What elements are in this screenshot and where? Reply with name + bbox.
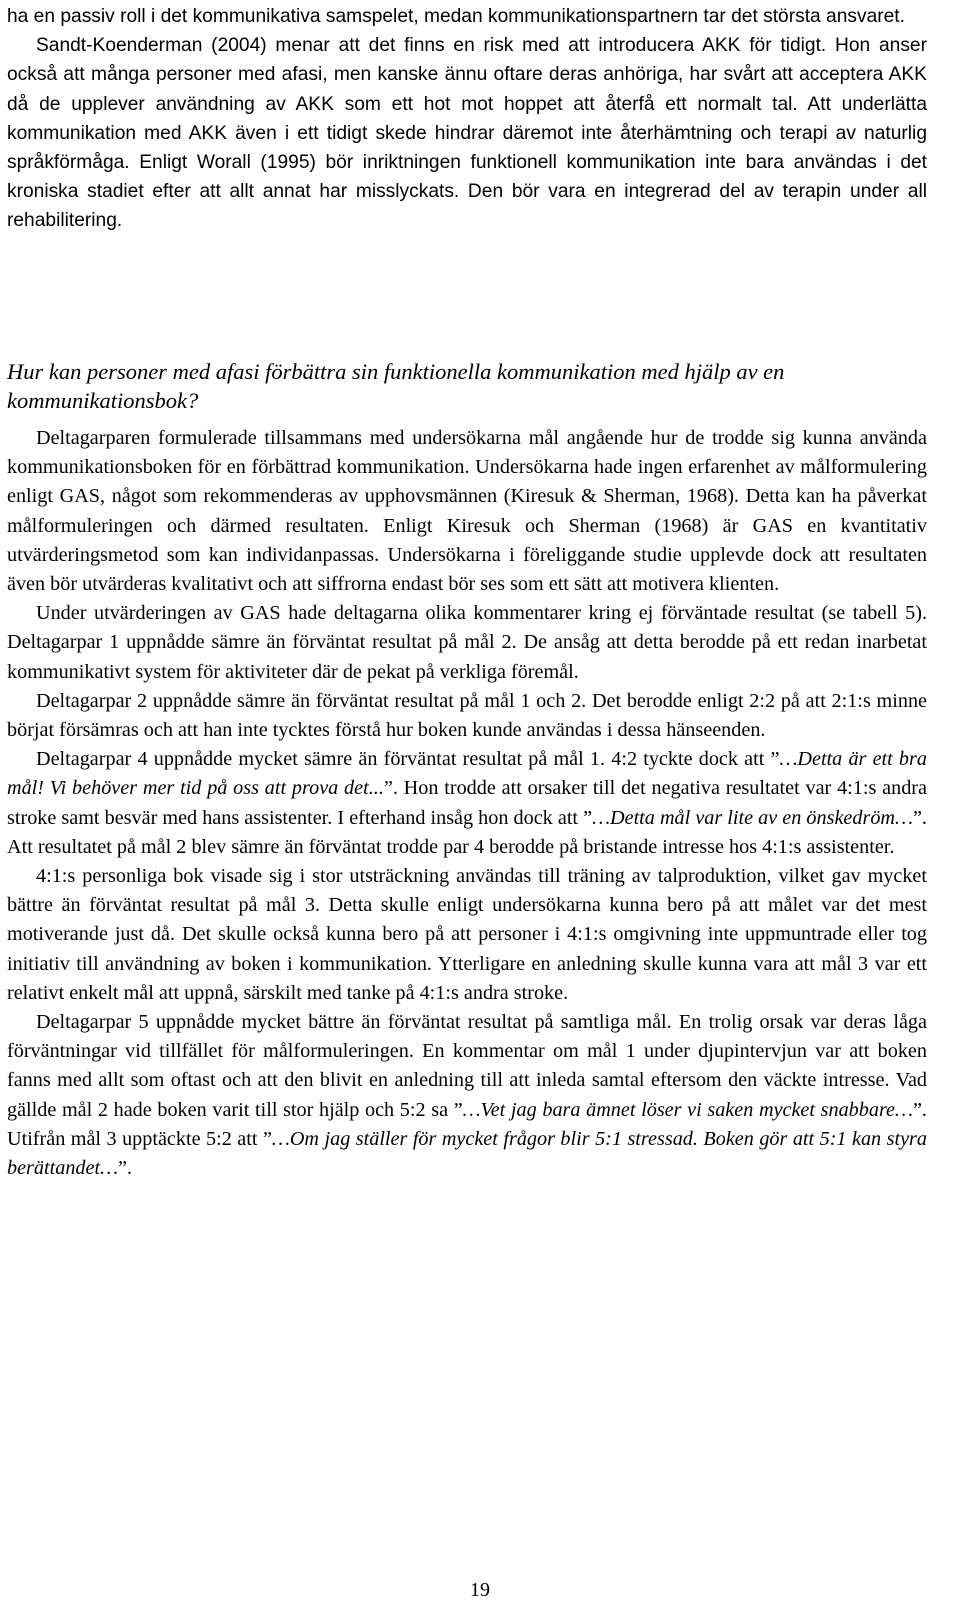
paragraph-6-text-b: ”. Utifrån mål 3 upptäckte 5:2 att ” — [7, 1098, 927, 1150]
sandt-sentence-1: Sandt-Koenderman (2004) menar att det finns en risk med att introducera AKK för tidigt. Hon anser också att många personer med afasi, men kanske ännu oftare deras anhöriga, har svårt att acceptera AKK då de upplever användning av AKK som ett hot mot hoppet att återfå ett normalt tal. — [7, 35, 927, 115]
paragraph-1: Deltagarparen formulerade tillsammans med undersökarna mål angående hur de trodde sig kunna använda kommunikationsboken för en förbättrad kommunikation. Undersökarna hade ingen erfarenhet av målformulering enligt GAS, något som rekommenderas av upphovsmännen (Kiresuk & Sherman, 1968). Detta kan ha påverkat målformuleringen och därmed resultaten. Enligt Kiresuk och Sherman (1968) är GAS en kvantitativ utvärderingsmetod som kan individanpassas. Undersökarna i föreliggande studie upplevde dock att resultaten även bör utvärderas kvalitativt och att siffrorna endast bör ses som ett sätt att motivera klienten. — [7, 427, 927, 596]
quote-4-2: …Detta mål var lite av en önskedröm… — [592, 806, 913, 829]
page-number: 19 — [470, 1579, 490, 1601]
section-heading: Hur kan personer med afasi förbättra sin funktionella kommunikation med hjälp av en kommunikationsbok? — [7, 359, 785, 413]
paragraph-6-text-c: ”. — [118, 1157, 133, 1180]
paragraph-3: Deltagarpar 2 uppnådde sämre än förväntat resultat på mål 1 och 2. Det berodde enligt 2:2 på att 2:1:s minne börjat försämras och att han inte tycktes förstå hur boken kunde användas i dessa hänseenden. — [7, 689, 927, 742]
paragraph-6-text-a: Deltagarpar 5 uppnådde mycket bättre än förväntat resultat på samtliga mål. En trolig orsak var deras låga förväntningar vid tillfället för målformuleringen. En kommentar om mål 1 under djupintervjun var att boken fanns med allt som oftast och att den blivit en anledning till att inleda samtal eftersom den väckte intresse. Vad gällde mål 2 hade boken varit till stor hjälp och 5:2 sa ” — [7, 1011, 927, 1121]
quote-6-2: …Om jag ställer för mycket frågor blir 5:1 stressad. Boken gör att 5:1 kan styra berättandet… — [7, 1127, 927, 1180]
paragraph-4-text-c: ”. Att resultatet på mål 2 blev sämre än förväntat trodde par 4 berodde på bristande intresse hos 4:1:s assistenter. — [7, 806, 927, 858]
paragraph-sandt-koenderman — [7, 31, 927, 235]
paragraph-5: 4:1:s personliga bok visade sig i stor utsträckning användas till träning av talproduktion, vilket gav mycket bättre än förväntat resultat på mål 3. Detta skulle enligt undersökarna kunna bero på att målet var det mest motiverande just då. Det skulle också kunna bero på att personer i 4:1:s omgivning inte uppmuntrade eller tog initiativ till användning av boken i kommunikation. Ytterligare en anledning skulle kunna vara att mål 3 var ett relativt enkelt mål att uppnå, särskilt med tanke på 4:1:s andra stroke. — [7, 865, 927, 1004]
paragraph-continuation-text: ha en passiv roll i det kommunikativa samspelet, medan kommunikationspartnern tar det största ansvaret. — [7, 6, 905, 27]
paragraph-4 — [7, 745, 927, 862]
sandt-sentence-2: Att underlätta kommunikation med AKK även i ett tidigt skede hindrar däremot inte återhämtning och terapi av naturlig språkförmåga. Enligt Worall (1995) bör inriktningen funktionell kommunikation inte bara användas i det kroniska stadiet efter att allt annat har misslyckats. Den bör vara en integrerad del av terapin under all rehabilitering. — [7, 93, 927, 232]
quote-6-1: …Vet jag bara ämnet löser vi saken mycket snabbare… — [462, 1098, 913, 1121]
quote-4-1: …Detta är ett bra mål! Vi behöver mer tid på oss att prova det... — [7, 748, 927, 800]
paragraph-4-text-a: Deltagarpar 4 uppnådde mycket sämre än förväntat resultat på mål 1. 4:2 tyckte dock att ” — [36, 748, 780, 771]
body-text-block — [7, 424, 927, 1183]
paragraph-4-text-b: ”. Hon trodde att orsaker till det negativa resultatet var 4:1:s andra stroke samt besvär med hans assistenter. I efterhand insåg hon dock att ” — [7, 777, 927, 829]
intro-text-block — [7, 2, 927, 236]
paragraph-6 — [7, 1008, 927, 1183]
paragraph-2: Under utvärderingen av GAS hade deltagarna olika kommentarer kring ej förväntade resultat (se tabell 5). Deltagarpar 1 uppnådde sämre än förväntat resultat på mål 2. De ansåg att detta berodde på ett redan inarbetat kommunikativt system för aktiviteter där de pekat på verkliga föremål. — [7, 602, 927, 683]
paragraph-continuation — [7, 2, 927, 31]
